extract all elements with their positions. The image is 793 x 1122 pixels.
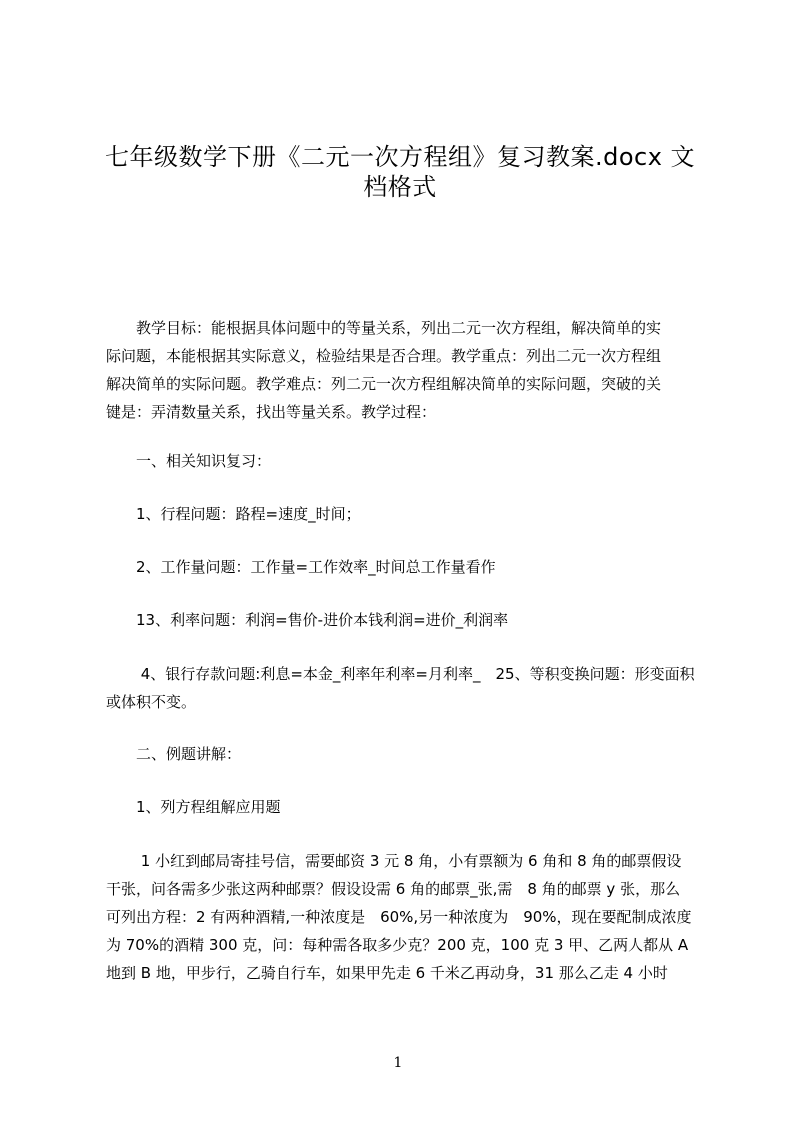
- title-line-2: 档格式: [363, 173, 437, 201]
- review-item-4-line: 4、银行存款问题:利息=本金_利率年利率=月利率_ 25、等积变换问题：形变面积: [106, 665, 695, 683]
- document-title: [100, 142, 700, 202]
- review-item-2: 2、工作量问题：工作量=工作效率_时间总工作量看作: [106, 558, 496, 576]
- subsection-1-heading: 1、列方程组解应用题: [106, 798, 281, 816]
- review-item-1: 1、行程问题：路程=速度_时间；: [106, 505, 361, 523]
- intro-line: 解决简单的实际问题。教学难点：列二元一次方程组解决简单的实际问题，突破的关: [106, 375, 662, 393]
- example-line: 1 小红到邮局寄挂号信，需要邮资 3 元 8 角，小有票额为 6 角和 8 角的邮票假设: [106, 852, 682, 870]
- review-item-3: 13、利率问题：利润=售价-进价本钱利润=进价_利润率: [106, 611, 509, 629]
- example-line: 地到 B 地，甲步行，乙骑自行车，如果甲先走 6 千米乙再动身，31 那么乙走 4 小时: [106, 964, 668, 982]
- example-paragraph: [106, 847, 704, 987]
- example-line: 可列出方程：2 有两种酒精,一种浓度是 60%,另一种浓度为 90%，现在要配制成浓度: [106, 908, 692, 926]
- intro-line: 教学目标：能根据具体问题中的等量关系，列出二元一次方程组，解决简单的实: [106, 319, 662, 337]
- example-line: 干张，问各需多少张这两种邮票？假设设需 6 角的邮票_张,需 8 角的邮票 y 张，那么: [106, 880, 681, 898]
- page-number: 1: [393, 1055, 403, 1071]
- section-1-heading: 一、相关知识复习：: [106, 452, 272, 470]
- review-item-4: [106, 660, 704, 716]
- intro-paragraph: [106, 314, 704, 426]
- review-item-4-line: 或体积不变。: [106, 693, 197, 711]
- example-line: 为 70%的酒精 300 克，问：每种需各取多少克？200 克，100 克 3 甲、乙两人都从 A: [106, 936, 689, 954]
- intro-line: 键是：弄清数量关系，找出等量关系。教学过程：: [106, 403, 437, 421]
- title-line-1: 七年级数学下册《二元一次方程组》复习教案.docx 文: [104, 143, 696, 171]
- section-2-heading: 二、例题讲解：: [106, 745, 242, 763]
- intro-line: 际问题，本能根据其实际意义，检验结果是否合理。教学重点：列出二元一次方程组: [106, 347, 662, 365]
